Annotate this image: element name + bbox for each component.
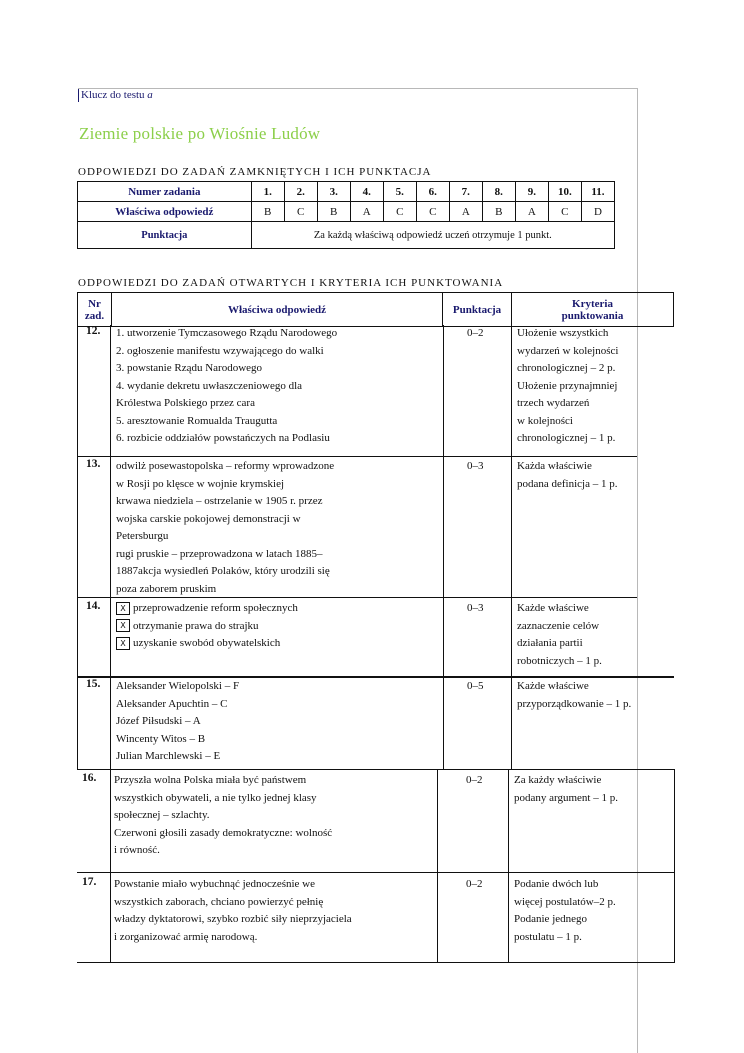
task-12-points: 0–2 [467, 327, 484, 339]
criteria-line: trzech wydarzeń [517, 397, 590, 409]
criteria-line: podany argument – 1 p. [514, 791, 618, 804]
task-number-12: 12. [86, 325, 101, 337]
task-17-criteria [514, 876, 616, 946]
grid-vline [110, 325, 111, 963]
task-number-cell: 3. [317, 182, 350, 202]
answer-line: społecznej – szlachty. [114, 809, 210, 821]
answer-line: odwilż posewastopolska – reformy wprowadzone [116, 460, 335, 472]
answer-line: i równość. [114, 844, 160, 856]
task-15-points: 0–5 [467, 680, 484, 692]
task-16-answer [114, 772, 332, 860]
points-header: Punktacja [443, 293, 512, 327]
criteria-line: chronologicznej – 2 p. [517, 362, 616, 374]
answer-line: Aleksander Wielopolski – F [116, 680, 240, 692]
checkbox-checked-icon: X [116, 637, 130, 650]
answer-cell: A [449, 202, 482, 222]
open-section-title: ODPOWIEDZI DO ZADAŃ OTWARTYCH I KRYTERIA ICH PUNKTOWANIA [78, 277, 504, 289]
answer-line: Petersburgu [116, 530, 169, 542]
task-number-label: Numer zadania [78, 182, 252, 202]
points-row [78, 222, 615, 249]
task-number-15: 15. [86, 678, 101, 690]
answer-header: Właściwa odpowiedź [112, 293, 443, 327]
grid-hline [77, 962, 674, 963]
answer-line: 6. rozbicie oddziałów powstańczych na Podlasiu [116, 432, 330, 444]
criteria-header [512, 293, 674, 327]
grid-vline [437, 769, 438, 963]
criteria-line: Każda właściwie [517, 460, 592, 472]
answer-line: 1887akcja wysiedleń Polaków, który urodzili się [116, 565, 330, 577]
answer-line: 4. wydanie dekretu uwłaszczeniowego dla [116, 379, 303, 392]
task-number-cell: 6. [416, 182, 449, 202]
nr-header-line1: Nr [88, 297, 101, 310]
answer-line: władzy dyktatorowi, szybko rozbić siły nieprzyjaciela [114, 913, 352, 925]
task-number-16: 16. [82, 772, 97, 784]
answer-line: Przyszła wolna Polska miała być państwem [114, 774, 307, 786]
grid-hline [77, 456, 637, 457]
task-14-points: 0–3 [467, 602, 484, 614]
task-17-answer [114, 876, 352, 946]
answer-line: otrzymanie prawa do strajku [133, 619, 259, 632]
closed-answers-table [77, 181, 615, 249]
grid-vline [674, 769, 675, 963]
grid-vline [511, 325, 512, 769]
answer-line: i zorganizować armię narodową. [114, 930, 258, 943]
answer-cell: A [350, 202, 383, 222]
answer-line: wojska carskie pokojowej demonstracji w [116, 512, 301, 525]
checkbox-checked-icon: X [116, 619, 130, 632]
criteria-line: Podanie dwóch lub [514, 878, 599, 890]
task-number-cell: 11. [581, 182, 614, 202]
task-12-criteria [517, 325, 618, 448]
task-number-cell: 10. [548, 182, 581, 202]
task-16-criteria [514, 772, 618, 807]
criteria-header-line1: Kryteria [572, 297, 613, 310]
answer-line: krwawa niedziela – ostrzelanie w 1905 r. przez [116, 495, 323, 507]
answer-line: poza zaborem pruskim [116, 582, 217, 595]
answer-cell: A [515, 202, 548, 222]
points-label: Punktacja [78, 222, 252, 249]
answer-cell: D [581, 202, 614, 222]
page-top-border [78, 88, 637, 89]
task-number-cell: 9. [515, 182, 548, 202]
task-17-points: 0–2 [466, 878, 483, 890]
task-number-cell: 1. [251, 182, 284, 202]
answer-line: 5. aresztowanie Romualda Traugutta [116, 414, 278, 427]
task-12-answer [116, 325, 337, 448]
grid-vline [77, 325, 78, 769]
criteria-line: Każde właściwe [517, 602, 589, 614]
criteria-header-line2: punktowania [561, 309, 624, 322]
task-number-cell: 7. [449, 182, 482, 202]
answer-cell: C [383, 202, 416, 222]
criteria-line: w kolejności [517, 414, 573, 427]
checked-item [116, 600, 298, 618]
criteria-line: wydarzeń w kolejności [517, 344, 619, 357]
task-number-13: 13. [86, 458, 101, 470]
answer-line: Królestwa Polskiego przez cara [116, 397, 255, 409]
page-title: Ziemie polskie po Wiośnie Ludów [79, 124, 321, 143]
closed-section-title: ODPOWIEDZI DO ZADAŃ ZAMKNIĘTYCH I ICH PUNKTACJA [78, 166, 432, 178]
grid-hline [77, 872, 674, 873]
points-note: Za każdą właściwą odpowiedź uczeń otrzymuje 1 punkt. [251, 222, 614, 249]
criteria-line: postulatu – 1 p. [514, 930, 582, 943]
task-number-cell: 5. [383, 182, 416, 202]
task-number-14: 14. [86, 600, 101, 612]
criteria-line: robotniczych – 1 p. [517, 654, 602, 667]
answer-cell: B [482, 202, 515, 222]
task-number-cell: 2. [284, 182, 317, 202]
nr-header [78, 293, 112, 327]
criteria-line: Ułożenie przynajmniej [517, 379, 618, 392]
key-variant: a [147, 89, 153, 101]
task-number-cell: 4. [350, 182, 383, 202]
answer-cell: C [284, 202, 317, 222]
task-14-criteria [517, 600, 602, 670]
answer-line: Aleksander Apuchtin – C [116, 697, 228, 710]
task-number-cell: 8. [482, 182, 515, 202]
answer-line: 2. ogłoszenie manifestu wzywającego do walki [116, 344, 324, 357]
task-15-criteria [517, 678, 631, 713]
task-13-criteria [517, 458, 618, 493]
checkbox-checked-icon: X [116, 602, 130, 615]
answer-line: Wincenty Witos – B [116, 732, 206, 745]
open-header-row [78, 293, 674, 327]
answer-row [78, 202, 615, 222]
grid-vline [508, 769, 509, 963]
grid-hline [77, 769, 674, 770]
criteria-line: Za każdy właściwie [514, 774, 602, 786]
criteria-line: podana definicja – 1 p. [517, 477, 618, 490]
criteria-line: zaznaczenie celów [517, 619, 600, 632]
answer-line: Powstanie miało wybuchnąć jednocześnie we [114, 878, 315, 890]
criteria-line: Każde właściwe [517, 680, 589, 692]
checked-item [116, 618, 298, 636]
criteria-line: przyporządkowanie – 1 p. [517, 697, 632, 710]
answer-key-label [78, 89, 153, 102]
answer-line: przeprowadzenie reform społecznych [133, 602, 298, 614]
answer-line: 3. powstanie Rządu Narodowego [116, 362, 263, 374]
answer-line: wszystkich zaborach, chciano powierzyć pełnię [114, 895, 324, 908]
task-number-17: 17. [82, 876, 97, 888]
answer-line: w Rosji po klęsce w wojnie krymskiej [116, 477, 285, 490]
answer-cell: C [548, 202, 581, 222]
answer-cell: B [317, 202, 350, 222]
key-label-text: Klucz do testu [81, 89, 145, 101]
answer-line: uzyskanie swobód obywatelskich [133, 637, 281, 649]
task-13-points: 0–3 [467, 460, 484, 472]
task-13-answer [116, 458, 334, 598]
answer-line: 1. utworzenie Tymczasowego Rządu Narodowego [116, 327, 338, 339]
checked-item [116, 635, 298, 653]
answer-line: wszystkich obywateli, a nie tylko jednej klasy [114, 791, 317, 804]
nr-header-line2: zad. [84, 309, 105, 322]
criteria-line: więcej postulatów–2 p. [514, 895, 616, 908]
answer-cell: C [416, 202, 449, 222]
criteria-line: Ułożenie wszystkich [517, 327, 609, 339]
criteria-line: chronologicznej – 1 p. [517, 432, 616, 444]
criteria-line: działania partii [517, 637, 583, 649]
answer-line: Józef Piłsudski – A [116, 715, 201, 727]
task-14-answer [116, 600, 298, 653]
answer-line: Julian Marchlewski – E [116, 750, 221, 762]
open-answers-header [77, 292, 674, 327]
answer-line: rugi pruskie – przeprowadzona w latach 1885– [116, 547, 323, 560]
page-margin-line [637, 88, 638, 1053]
grid-vline [443, 325, 444, 769]
task-number-row [78, 182, 615, 202]
answer-cell: B [251, 202, 284, 222]
answer-line: Czerwoni głosili zasady demokratyczne: wolność [114, 826, 333, 839]
task-16-points: 0–2 [466, 774, 483, 786]
criteria-line: Podanie jednego [514, 913, 588, 925]
answer-label: Właściwa odpowiedź [78, 202, 252, 222]
task-15-answer [116, 678, 239, 766]
